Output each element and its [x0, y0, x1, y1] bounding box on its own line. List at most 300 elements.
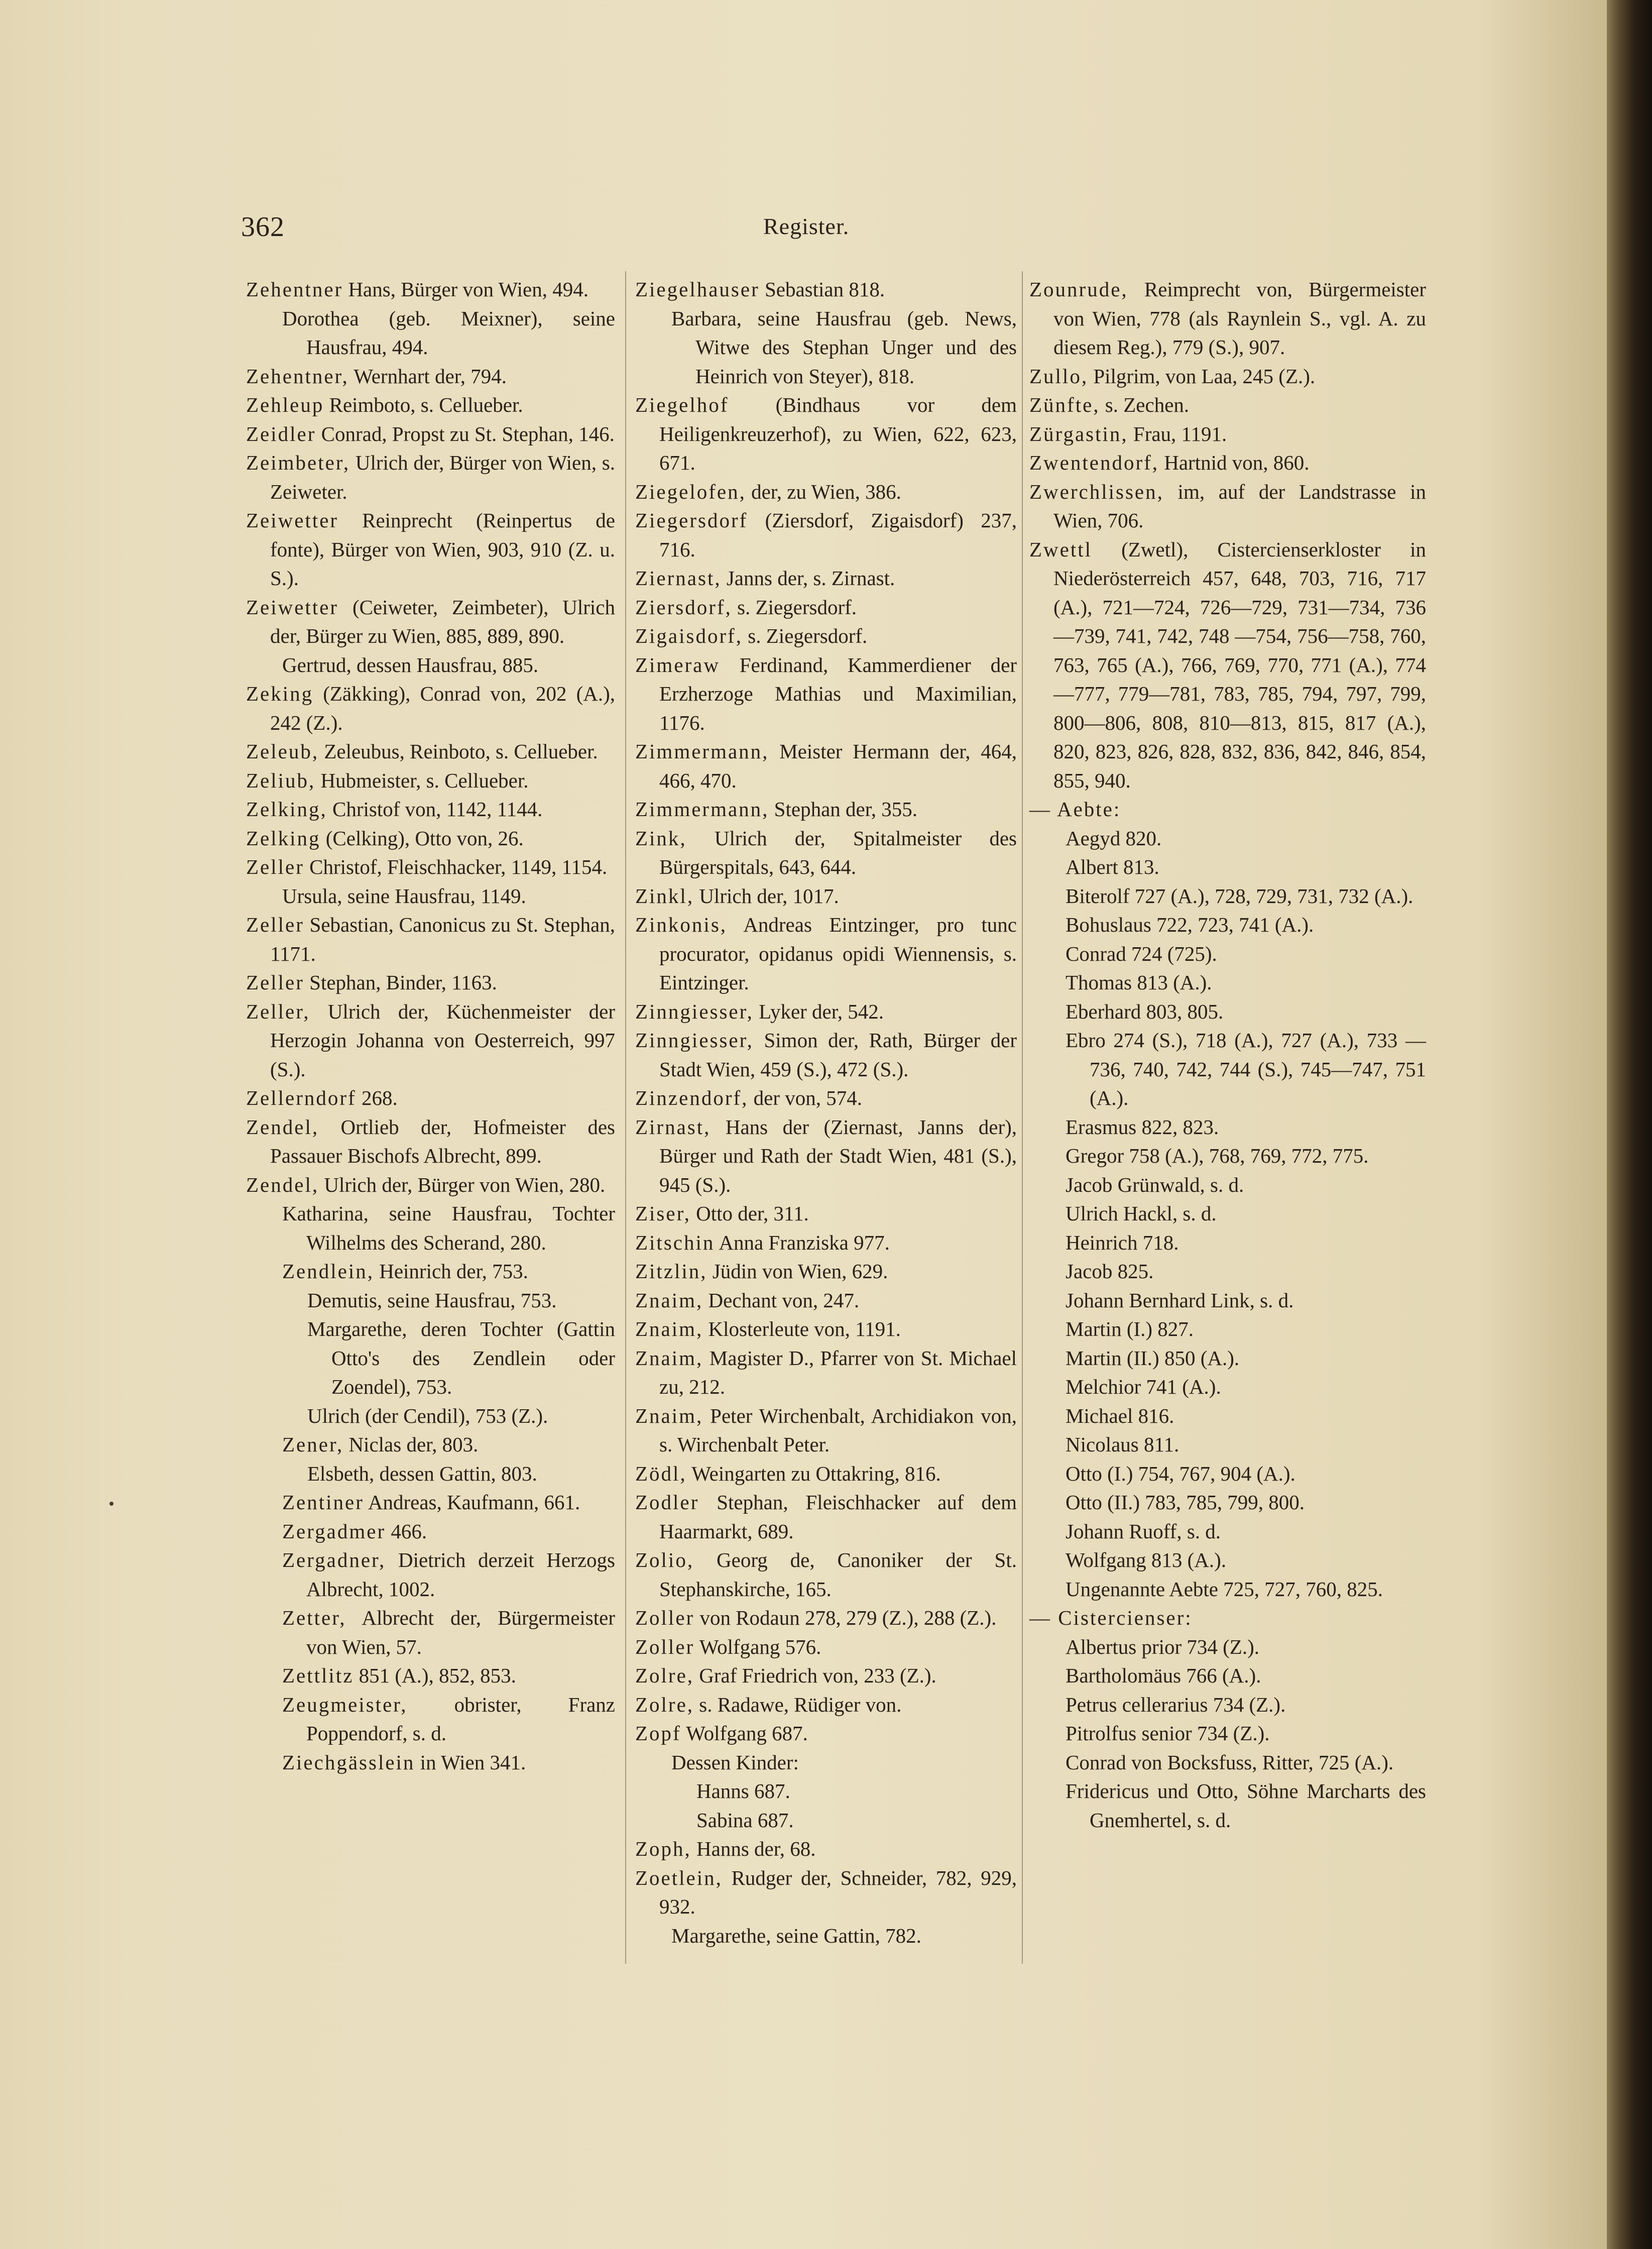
entry-text: (Celking), Otto von, 26.: [325, 826, 524, 850]
index-entry: [635, 1864, 1017, 1922]
index-subentry: [246, 1286, 615, 1315]
index-entry: [246, 997, 615, 1084]
index-entry: [635, 1257, 1017, 1286]
index-entry: [635, 651, 1017, 738]
entry-text: Ortlieb der, Hofmeister des Passauer Bischofs Albrecht, 899.: [270, 1115, 616, 1167]
index-entry: [635, 1228, 1017, 1258]
index-entry: [635, 1604, 1017, 1633]
entry-text: Frau, 1191.: [1133, 422, 1227, 445]
index-subentry: [1029, 1691, 1426, 1720]
index-subentry: [1029, 1575, 1426, 1604]
entry-headword: Zendlein,: [282, 1260, 374, 1283]
entry-headword: Zeking: [246, 682, 314, 705]
index-subentry: [246, 1402, 615, 1431]
entry-text: Hans, Bürger von Wien, 494.: [348, 278, 588, 301]
entry-text: Jacob Grünwald, s. d.: [1066, 1173, 1244, 1196]
entry-headword: Zolre,: [635, 1693, 694, 1716]
entry-text: im, auf der Landstrasse in Wien, 706.: [1053, 480, 1426, 532]
entry-text: Sebastian 818.: [764, 278, 885, 301]
index-entry: [246, 593, 615, 651]
entry-text: Albertus prior 734 (Z.).: [1066, 1635, 1259, 1658]
index-subentry: [1029, 1546, 1426, 1575]
entry-text: (Ziersdorf, Zigaisdorf) 237, 716.: [659, 509, 1017, 561]
entry-headword: Ziegersdorf: [635, 509, 748, 532]
entry-text: Rudger der, Schneider, 782, 929, 932.: [659, 1866, 1017, 1918]
index-entry: [635, 882, 1017, 911]
index-subentry: [246, 651, 615, 680]
entry-headword: Zettlitz: [282, 1664, 354, 1687]
entry-text: Wernhart der, 794.: [353, 364, 507, 388]
index-entry: [1029, 420, 1426, 449]
index-subentry: [1029, 940, 1426, 969]
index-column-1: [246, 275, 615, 1777]
entry-headword: Zodler: [635, 1491, 699, 1514]
entry-headword: Zoller: [635, 1606, 695, 1629]
entry-headword: Ziernast,: [635, 567, 722, 590]
running-head: Register.: [763, 213, 850, 239]
entry-text: Bartholomäus 766 (A.).: [1066, 1664, 1261, 1687]
index-entry: [246, 275, 615, 304]
entry-headword: Zellerndorf: [246, 1086, 357, 1109]
entry-text: Otto (II.) 783, 785, 799, 800.: [1066, 1491, 1305, 1514]
entry-headword: Zinkonis,: [635, 913, 728, 936]
entry-text: s. Ziegersdorf.: [737, 595, 857, 619]
index-subentry: [1029, 1373, 1426, 1402]
index-entry: [635, 1315, 1017, 1344]
index-entry: [635, 1488, 1017, 1546]
entry-text: Graf Friedrich von, 233 (Z.).: [699, 1664, 936, 1687]
entry-text: Meister Hermann der, 464, 466, 470.: [659, 740, 1017, 792]
index-entry: [635, 1286, 1017, 1315]
index-subentry: [635, 1777, 1017, 1806]
entry-text: Ulrich der, Bürger von Wien, s. Zeiweter.: [270, 451, 616, 503]
index-subentry: [246, 304, 615, 362]
index-entry: [1029, 275, 1426, 362]
entry-text: Ulrich Hackl, s. d.: [1066, 1202, 1217, 1225]
page-number: 362: [241, 211, 285, 243]
entry-headword: Zitschin: [635, 1230, 715, 1254]
entry-text: Reinprecht (Reinpertus de fonte), Bürger von Wien, 903, 910 (Z. u. S.).: [270, 509, 615, 590]
index-subentry: [1029, 1719, 1426, 1748]
entry-text: Erasmus 822, 823.: [1066, 1115, 1219, 1139]
entry-headword: Zoller: [635, 1635, 695, 1658]
index-subentry: [1029, 1315, 1426, 1344]
entry-text: Albrecht der, Bürgermeister von Wien, 57.: [306, 1606, 615, 1658]
entry-text: Christof von, 1142, 1144.: [332, 798, 543, 821]
index-subentry: [246, 1748, 615, 1777]
entry-headword: Zinzendorf,: [635, 1086, 749, 1109]
index-subentry: [246, 1257, 615, 1286]
entry-headword: Zendel,: [246, 1115, 319, 1139]
index-entry: [246, 680, 615, 737]
entry-text: Elsbeth, dessen Gattin, 803.: [307, 1461, 537, 1485]
index-entry: [246, 362, 615, 391]
entry-headword: — Aebte:: [1029, 798, 1121, 821]
entry-text: Gregor 758 (A.), 768, 769, 772, 775.: [1066, 1144, 1369, 1167]
index-entry: [635, 824, 1017, 882]
index-subentry: [1029, 1199, 1426, 1228]
index-subentry: [246, 1315, 615, 1402]
entry-text: Magister D., Pfarrer von St. Michael zu, 212.: [659, 1346, 1017, 1398]
entry-text: Weingarten zu Ottakring, 816.: [691, 1461, 941, 1485]
entry-text: Conrad 724 (725).: [1066, 942, 1217, 965]
index-entry: [635, 737, 1017, 795]
entry-text: Stephan, Fleischhacker auf dem Haarmarkt, 689.: [659, 1491, 1017, 1543]
index-entry: [635, 1113, 1017, 1200]
index-subentry: [246, 1604, 615, 1661]
index-subentry: [1029, 1517, 1426, 1546]
entry-text: Stephan, Binder, 1163.: [309, 971, 497, 994]
entry-text: Georg de, Canoniker der St. Stephanskirche, 165.: [659, 1548, 1017, 1601]
entry-headword: Zounrude,: [1029, 278, 1128, 301]
entry-text: s. Ziegersdorf.: [748, 624, 868, 647]
entry-text: Otto der, 311.: [696, 1202, 809, 1225]
index-subentry: [1029, 853, 1426, 882]
index-entry: [635, 564, 1017, 593]
entry-headword: Zendel,: [246, 1173, 319, 1196]
entry-text: Aegyd 820.: [1066, 826, 1162, 850]
entry-text: Gertrud, dessen Hausfrau, 885.: [282, 653, 539, 677]
entry-text: Niclas der, 803.: [348, 1433, 479, 1456]
index-entry: [635, 1546, 1017, 1604]
index-subentry: [246, 1517, 615, 1546]
entry-text: Hubmeister, s. Cellueber.: [320, 768, 529, 792]
entry-headword: Zimmermann,: [635, 740, 769, 763]
index-subentry: [1029, 1026, 1426, 1113]
entry-headword: Zelking,: [246, 798, 327, 821]
index-entry: [246, 737, 615, 766]
entry-text: Petrus cellerarius 734 (Z.).: [1066, 1693, 1286, 1716]
entry-text: Reimprecht von, Bürgermeister von Wien, 778 (als Raynlein S., vgl. A. zu diesem Reg.), 779 (S.), 907.: [1053, 278, 1427, 359]
entry-text: Bohuslaus 722, 723, 741 (A.).: [1066, 913, 1314, 936]
entry-text: Klosterleute von, 1191.: [708, 1317, 901, 1340]
entry-headword: Ziegelofen,: [635, 480, 746, 503]
entry-text: Jüdin von Wien, 629.: [712, 1260, 888, 1283]
entry-headword: Zergadmer: [282, 1519, 386, 1543]
entry-text: Margarethe, deren Tochter (Gattin Otto's des Zendlein oder Zoendel), 753.: [307, 1317, 615, 1398]
index-entry: [635, 997, 1017, 1027]
index-entry: [635, 391, 1017, 478]
entry-headword: Ziegelhof: [635, 393, 729, 416]
entry-headword: Znaim,: [635, 1317, 703, 1340]
index-entry: [635, 1402, 1017, 1459]
index-entry: [246, 968, 615, 997]
entry-text: Conrad, Propst zu St. Stephan, 146.: [321, 422, 615, 445]
entry-text: Johann Ruoff, s. d.: [1066, 1519, 1221, 1543]
entry-text: Martin (II.) 850 (A.).: [1066, 1346, 1240, 1370]
index-subentry: [246, 1430, 615, 1459]
entry-text: Heinrich 718.: [1066, 1230, 1179, 1254]
entry-text: von Rodaun 278, 279 (Z.), 288 (Z.).: [699, 1606, 997, 1629]
entry-headword: Zehentner,: [246, 364, 349, 388]
entry-text: Demutis, seine Hausfrau, 753.: [307, 1288, 557, 1312]
index-entry: [635, 1835, 1017, 1864]
entry-text: Margarethe, seine Gattin, 782.: [671, 1924, 921, 1947]
entry-text: Hans der (Ziernast, Janns der), Bürger und Rath der Stadt Wien, 481 (S.), 945 (S.).: [659, 1115, 1017, 1196]
index-subentry: [1029, 1171, 1426, 1200]
entry-headword: Ziser,: [635, 1202, 691, 1225]
entry-text: der von, 574.: [753, 1086, 862, 1109]
entry-headword: Zelking: [246, 826, 321, 850]
entry-text: (Zäkking), Conrad von, 202 (A.), 242 (Z.).: [270, 682, 615, 734]
entry-text: Hartnid von, 860.: [1164, 451, 1310, 474]
index-entry: [635, 1084, 1017, 1113]
entry-text: der, zu Wien, 386.: [751, 480, 901, 503]
index-subentry: [246, 882, 615, 911]
index-column-2: [635, 275, 1017, 1950]
entry-headword: Zimeraw: [635, 653, 720, 677]
index-entry: [1029, 478, 1426, 535]
index-subentry: [1029, 882, 1426, 911]
entry-text: Heinrich der, 753.: [379, 1260, 528, 1283]
index-subentry: [635, 304, 1017, 391]
entry-text: Stephan der, 355.: [774, 798, 917, 821]
entry-text: Sebastian, Canonicus zu St. Stephan, 1171.: [270, 913, 616, 965]
entry-headword: Zinngiesser,: [635, 999, 754, 1023]
entry-text: Eberhard 803, 805.: [1066, 999, 1224, 1023]
entry-text: Ulrich der, Küchenmeister der Herzogin Johanna von Oesterreich, 997 (S.).: [270, 999, 615, 1081]
entry-headword: Zünfte,: [1029, 393, 1100, 416]
index-subentry: [1029, 1344, 1426, 1373]
entry-text: Janns der, s. Zirnast.: [726, 567, 895, 590]
entry-headword: Zehentner: [246, 278, 343, 301]
entry-text: obrister, Franz Poppendorf, s. d.: [306, 1693, 616, 1745]
index-subentry: [1029, 1488, 1426, 1517]
index-entry: [246, 391, 615, 420]
entry-text: Otto (I.) 754, 767, 904 (A.).: [1066, 1461, 1295, 1485]
entry-text: Ferdinand, Kammerdiener der Erzherzoge Mathias und Maximilian, 1176.: [659, 653, 1017, 734]
index-subentry: [1029, 1113, 1426, 1142]
entry-headword: Zeller: [246, 855, 304, 878]
index-subentry: [1029, 1142, 1426, 1171]
entry-headword: Zoetlein,: [635, 1866, 723, 1889]
entry-text: s. Zechen.: [1105, 393, 1190, 416]
index-entry: [635, 1344, 1017, 1402]
index-subentry: [246, 1661, 615, 1691]
index-subentry: [246, 1488, 615, 1517]
index-entry: [1029, 362, 1426, 391]
entry-headword: Zeugmeister,: [282, 1693, 408, 1716]
entry-text: (Bindhaus vor dem Heiligenkreuzerhof), zu Wien, 622, 623, 671.: [659, 393, 1017, 474]
paper-speck: [109, 1502, 113, 1506]
index-subentry: [1029, 824, 1426, 853]
index-subentry: [1029, 1777, 1426, 1835]
index-entry: [635, 1199, 1017, 1228]
entry-headword: Zopf: [635, 1722, 681, 1745]
entry-text: (Ceiweter, Zeimbeter), Ulrich der, Bürger zu Wien, 885, 889, 890.: [270, 595, 616, 647]
index-subentry: [635, 1806, 1017, 1835]
entry-text: Ulrich der, 1017.: [699, 884, 839, 908]
entry-text: Johann Bernhard Link, s. d.: [1066, 1288, 1294, 1312]
entry-text: Christof, Fleischhacker, 1149, 1154.: [309, 855, 608, 878]
entry-text: Dorothea (geb. Meixner), seine Hausfrau, 494.: [282, 306, 615, 359]
index-subentry: [635, 1922, 1017, 1951]
entry-text: Sabina 687.: [696, 1808, 794, 1832]
entry-headword: Zolre,: [635, 1664, 694, 1687]
index-subentry: [635, 1748, 1017, 1777]
index-entry: [1029, 535, 1426, 796]
entry-headword: — Cistercienser:: [1029, 1606, 1193, 1629]
column-divider: [1022, 271, 1023, 1964]
page-header: [0, 211, 1607, 251]
entry-text: Andreas Eintzinger, pro tunc procurator, opidanus opidi Wiennensis, s. Eintzinger.: [659, 913, 1017, 994]
entry-text: s. Radawe, Rüdiger von.: [699, 1693, 902, 1716]
entry-headword: Zeidler: [246, 422, 316, 445]
index-entry: [635, 795, 1017, 824]
entry-headword: Zimmermann,: [635, 798, 769, 821]
entry-headword: Zeller: [246, 913, 304, 936]
entry-text: 466.: [391, 1519, 427, 1543]
index-subentry: [1029, 1430, 1426, 1459]
entry-headword: Zeiwetter: [246, 509, 339, 532]
entry-text: Thomas 813 (A.).: [1066, 971, 1212, 994]
entry-headword: Zink,: [635, 826, 687, 850]
entry-headword: Zeller,: [246, 999, 310, 1023]
entry-text: Hanns der, 68.: [696, 1837, 816, 1860]
entry-text: Pitrolfus senior 734 (Z.).: [1066, 1722, 1270, 1745]
entry-text: Ursula, seine Hausfrau, 1149.: [282, 884, 526, 908]
entry-headword: Zödl,: [635, 1461, 687, 1485]
entry-headword: Zetter,: [282, 1606, 346, 1629]
entry-text: Anna Franziska 977.: [719, 1230, 890, 1254]
index-entry: [246, 1113, 615, 1171]
index-section-heading: [1029, 795, 1426, 824]
entry-text: Ungenannte Aebte 725, 727, 760, 825.: [1066, 1577, 1383, 1601]
column-divider: [625, 271, 626, 1964]
entry-text: 851 (A.), 852, 853.: [359, 1664, 516, 1687]
entry-headword: Zeiwetter: [246, 595, 339, 619]
entry-headword: Zürgastin,: [1029, 422, 1128, 445]
entry-text: Pilgrim, von Laa, 245 (Z.).: [1093, 364, 1316, 388]
index-subentry: [246, 1691, 615, 1748]
entry-text: Biterolf 727 (A.), 728, 729, 731, 732 (A.).: [1066, 884, 1413, 908]
entry-headword: Zirnast,: [635, 1115, 711, 1139]
entry-headword: Ziechgässlein: [282, 1750, 415, 1774]
entry-text: Fridericus und Otto, Söhne Marcharts des Gnemhertel, s. d.: [1066, 1779, 1426, 1832]
index-subentry: [246, 1459, 615, 1489]
index-subentry: [1029, 968, 1426, 997]
index-entry: [635, 593, 1017, 622]
entry-text: Albert 813.: [1066, 855, 1159, 878]
index-entry: [635, 1719, 1017, 1748]
entry-text: in Wien 341.: [420, 1750, 526, 1774]
entry-headword: Ziegelhauser: [635, 278, 760, 301]
entry-headword: Zeliub,: [246, 768, 316, 792]
entry-headword: Znaim,: [635, 1288, 703, 1312]
index-subentry: [1029, 1661, 1426, 1691]
entry-headword: Zeller: [246, 971, 304, 994]
entry-text: Wolfgang 576.: [699, 1635, 821, 1658]
entry-text: Andreas, Kaufmann, 661.: [368, 1491, 580, 1514]
entry-text: 268.: [361, 1086, 398, 1109]
entry-headword: Znaim,: [635, 1346, 703, 1370]
entry-text: Reimboto, s. Cellueber.: [329, 393, 523, 416]
index-entry: [246, 853, 615, 882]
index-entry: [635, 275, 1017, 304]
index-entry: [635, 1026, 1017, 1084]
entry-text: (Zwetl), Cistercienserkloster in Niederösterreich 457, 648, 703, 716, 717 (A.), 721—724, 726—729, 731—734, 736—739, 741, 742, 748 —754, 756—758, 760, 763, 765 (A.), 766, 769, 770, 771 (A.), 774—777, 779—781, 783, 785, 794, 797, 799, 800—806, 808, 810—813, 815, 817 (A.), 820, 823, 826, 828, 832, 836, 842, 846, 854, 855, 940.: [1053, 537, 1427, 792]
entry-text: Nicolaus 811.: [1066, 1433, 1179, 1456]
index-subentry: [1029, 1286, 1426, 1315]
index-section-heading: [1029, 1604, 1426, 1633]
index-entry: [635, 1633, 1017, 1662]
entry-headword: Zwettl: [1029, 537, 1093, 561]
entry-headword: Zeimbeter,: [246, 451, 350, 474]
index-subentry: [246, 1546, 615, 1604]
entry-headword: Zener,: [282, 1433, 344, 1456]
entry-headword: Zinngiesser,: [635, 1029, 754, 1052]
entry-text: Melchior 741 (A.).: [1066, 1375, 1221, 1398]
entry-text: Martin (I.) 827.: [1066, 1317, 1194, 1340]
entry-text: Dessen Kinder:: [671, 1750, 799, 1774]
entry-text: Lyker der, 542.: [759, 999, 884, 1023]
index-entry: [635, 1691, 1017, 1720]
entry-text: Wolfgang 813 (A.).: [1066, 1548, 1227, 1571]
index-entry: [635, 1459, 1017, 1489]
entry-text: Ulrich der, Spitalmeister des Bürgerspitals, 643, 644.: [659, 826, 1017, 878]
index-subentry: [1029, 1402, 1426, 1431]
index-entry: [635, 622, 1017, 651]
index-entry: [635, 911, 1017, 997]
index-entry: [635, 506, 1017, 564]
entry-text: Dietrich derzeit Herzogs Albrecht, 1002.: [306, 1548, 615, 1601]
entry-headword: Zolio,: [635, 1548, 694, 1571]
entry-text: Simon der, Rath, Bürger der Stadt Wien, 459 (S.), 472 (S.).: [659, 1029, 1017, 1081]
book-spine: [1607, 0, 1652, 2249]
entry-headword: Zehleup: [246, 393, 324, 416]
index-subentry: [246, 1199, 615, 1257]
index-entry: [246, 1084, 615, 1113]
index-subentry: [1029, 1257, 1426, 1286]
index-subentry: [1029, 1633, 1426, 1662]
entry-headword: Zinkl,: [635, 884, 694, 908]
index-subentry: [1029, 997, 1426, 1027]
index-entry: [246, 420, 615, 449]
entry-text: Ulrich (der Cendil), 753 (Z.).: [307, 1404, 548, 1427]
entry-text: Katharina, seine Hausfrau, Tochter Wilhelms des Scherand, 280.: [282, 1202, 615, 1254]
entry-text: Dechant von, 247.: [708, 1288, 860, 1312]
index-subentry: [1029, 1459, 1426, 1489]
index-subentry: [1029, 911, 1426, 940]
index-column-3: [1029, 275, 1426, 1835]
entry-text: Barbara, seine Hausfrau (geb. News, Witwe des Stephan Unger und des Heinrich von Steyer), 818.: [671, 306, 1017, 388]
index-subentry: [1029, 1228, 1426, 1258]
entry-text: Jacob 825.: [1066, 1260, 1154, 1283]
entry-headword: Zoph,: [635, 1837, 691, 1860]
entry-headword: Zwerchlissen,: [1029, 480, 1164, 503]
entry-text: Zeleubus, Reinboto, s. Cellueber.: [324, 740, 598, 763]
index-entry: [246, 766, 615, 796]
index-entry: [635, 478, 1017, 507]
entry-text: Peter Wirchenbalt, Archidiakon von, s. Wirchenbalt Peter.: [659, 1404, 1017, 1456]
entry-headword: Znaim,: [635, 1404, 703, 1427]
entry-headword: Zigaisdorf,: [635, 624, 743, 647]
entry-text: Hanns 687.: [696, 1779, 790, 1803]
entry-text: Ulrich der, Bürger von Wien, 280.: [324, 1173, 606, 1196]
entry-headword: Zergadner,: [282, 1548, 386, 1571]
index-entry: [246, 795, 615, 824]
index-entry: [246, 911, 615, 968]
index-entry: [1029, 448, 1426, 478]
index-entry: [1029, 391, 1426, 420]
index-entry: [635, 1661, 1017, 1691]
entry-headword: Zitzlin,: [635, 1260, 707, 1283]
entry-text: Conrad von Bocksfuss, Ritter, 725 (A.).: [1066, 1750, 1394, 1774]
entry-headword: Zeleub,: [246, 740, 319, 763]
index-entry: [246, 1171, 615, 1200]
index-entry: [246, 824, 615, 853]
entry-headword: Zentiner: [282, 1491, 364, 1514]
